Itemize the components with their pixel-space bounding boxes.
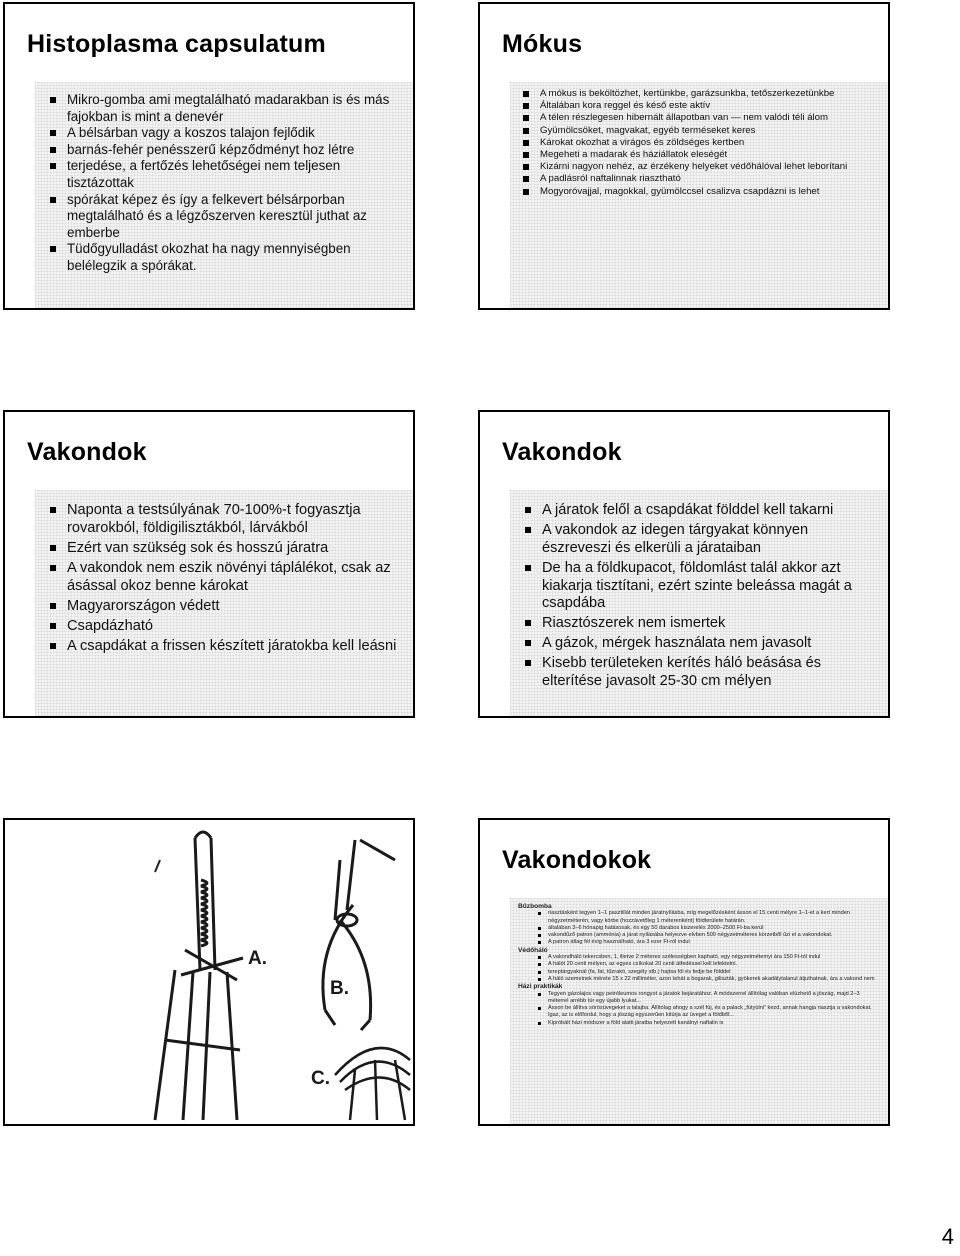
list-item: Károkat okozhat a virágos és zöldséges kertben	[520, 137, 882, 149]
list-item: Mogyoróvajjal, magokkal, gyümölccsel csalizva csapdázni is lehet	[520, 186, 882, 198]
list-item: De ha a földkupacot, földomlást talál akkor azt kiakarja tisztítani, ezért szinte beleássa magát a csapdába	[522, 560, 880, 613]
list-item: A vakondok az idegen tárgyakat könnyen észreveszi és elkerüli a járataiban	[522, 522, 880, 558]
list-item: A járatok felől a csapdákat földdel kell takarni	[522, 502, 880, 520]
list-item: spórákat képez és így a felkevert bélsárporban megtalálható és a légzőszerven keresztül juthat az emberbe	[47, 192, 405, 242]
list-item: A mókus is beköltözhet, kertünkbe, garázsunkba, tetőszerkezetünkbe	[520, 88, 882, 100]
list-item: barnás-fehér penésszerű képződményt hoz létre	[47, 142, 405, 159]
slide-title: Vakondok	[502, 438, 622, 466]
slide-vakondok-2	[478, 410, 890, 718]
label-trap-a: A.	[248, 948, 267, 969]
section-heading: Védőháló	[518, 946, 548, 954]
list-item: Tegyen gázolajos vagy petróleumos rongyot a járatok bejáratához. A módszerrel állítólag valóban elüzhető a jószág, majd 2–3 méterrel arrébb túr egy újabb lyukat...	[510, 991, 878, 1006]
list-item: általában 3–6 hónapig hatásosak, és egy 50 darabos kiszerelés 2000–2500 Ft-ba kerül	[510, 925, 878, 932]
list-item: vakondűző patron (ammónia) a járat nyílásába helyezve elvben 500 négyzetméteres körzetből űzi el a vakondokat.	[510, 932, 878, 939]
slide-title: Vakondok	[27, 438, 147, 466]
list-item: A patron átlag fél évig használható, ára 3 ezer Ft-ról indul	[510, 939, 878, 946]
slide-content	[35, 490, 413, 716]
slide-title: Mókus	[502, 30, 583, 58]
list-item: A vakondháló tekercsben, 1, illetve 2 méteres szélességben kapható, egy négyzetmétemyi ára 150 Ft-tól indul	[510, 954, 878, 961]
list-item: tereptárgyaknál (fa, fal, tűzrakó, szegély stb.) hajtsa föl és fedje be földdel	[510, 969, 878, 976]
list-item: Riasztószerek nem ismertek	[522, 615, 880, 633]
list-item: Megeheti a madarak és háziállatok eleségét	[520, 149, 882, 161]
slide-trap-illustration	[3, 818, 415, 1126]
list-item: Tüdőgyulladást okozhat ha nagy mennyiségben belélegzik a spórákat.	[47, 241, 405, 274]
list-item: A háló szemeinek mérete 15 x 22 milliméter, azon tehát a bogarak, giliszták, gyökerek akadálytalanul átjuthatnak, ára a vakond nem	[510, 976, 878, 983]
list-item: Kizárni nagyon nehéz, az érzékeny helyeket védőhálóval lehet leborítani	[520, 161, 882, 173]
bullet-list	[522, 502, 880, 693]
list-item: Általában kora reggel és késő este aktív	[520, 100, 882, 112]
list-item: Ásson be állítva sörösüvegeket a talajba. Állítólag ahogy a szél fúj, és a palack „fütyülni” kezd, annak hangja riasztja a vakondokat. Igaz, az is előfordul, hogy a jószág egyszerűen kitúrja az üveget a földből...	[510, 1005, 878, 1020]
list-item: Naponta a testsúlyának 70-100%-t fogyasztja rovarokból, földigilisztákból, lárvákból	[47, 502, 405, 538]
trap-b-drawing	[323, 840, 395, 1030]
trap-c-drawing	[335, 1048, 410, 1120]
list-item: Gyümölcsöket, magvakat, egyéb terméseket keres	[520, 125, 882, 137]
section-heading: Bűzbomba	[518, 903, 552, 910]
slide-content	[510, 490, 888, 716]
list-item: riasztásként tegyen 1–1 pasztillát minden járatnyílásba, míg megelőzésként ásson el 15 centi mélyre 1–1-et a kert minden négyzetméterén, vagy körbe (hozzávetőleg 1 méterenként) földterülete határán.	[510, 910, 878, 925]
section-heading: Házi praktikák	[518, 983, 563, 991]
slide-vakondok-1	[3, 410, 415, 718]
slide-title: Vakondokok	[502, 846, 652, 874]
trap-drawing	[5, 820, 415, 1126]
slide-mokus	[478, 2, 890, 310]
label-trap-b: B.	[330, 978, 349, 999]
list-item: A csapdákat a frissen készített járatokba kell leásni	[47, 638, 405, 656]
bullet-list	[520, 88, 882, 198]
slide-histoplasma	[3, 2, 415, 310]
small-text-block	[510, 903, 878, 1027]
list-item: Kipróbált házi módszer a föld alatti járatba helyezett kanálnyi naftalin is	[510, 1020, 878, 1027]
bullet-list	[47, 92, 405, 275]
list-item: A gázok, mérgek használata nem javasolt	[522, 635, 880, 653]
list-item: Mikro-gomba ami megtalálható madarakban is és más fajokban is mint a denevér	[47, 92, 405, 125]
label-trap-c: C.	[311, 1068, 330, 1089]
slide-vakondokok	[478, 818, 890, 1126]
list-item: A bélsárban vagy a koszos talajon fejlődik	[47, 125, 405, 142]
slide-content	[35, 82, 413, 308]
slide-title: Histoplasma capsulatum	[27, 30, 326, 58]
list-item: Ezért van szükség sok és hosszú járatra	[47, 540, 405, 558]
list-item: A télen részlegesen hibernált állapotban van — nem valódi téli álom	[520, 112, 882, 124]
list-item: A hálót 20 centi mélyen, az egyes csíkokat 20 centi átfedéssel kell lefektetni.	[510, 961, 878, 968]
list-item: Kisebb területeken kerítés háló beásása és elterítése javasolt 25-30 cm mélyen	[522, 655, 880, 691]
list-item: Csapdázható	[47, 618, 405, 636]
list-item: A vakondok nem eszik növényi táplálékot, csak az ásással okoz benne károkat	[47, 560, 405, 596]
list-item: terjedése, a fertőzés lehetőségei nem teljesen tisztázottak	[47, 158, 405, 191]
page-number: 4	[941, 1224, 954, 1249]
trap-a-drawing	[155, 832, 243, 1120]
bullet-list	[47, 502, 405, 658]
list-item: Magyarországon védett	[47, 598, 405, 616]
list-item: A padlásról naftalinnak riasztható	[520, 173, 882, 185]
trap-illustration	[5, 820, 413, 1124]
slide-content	[510, 82, 888, 308]
